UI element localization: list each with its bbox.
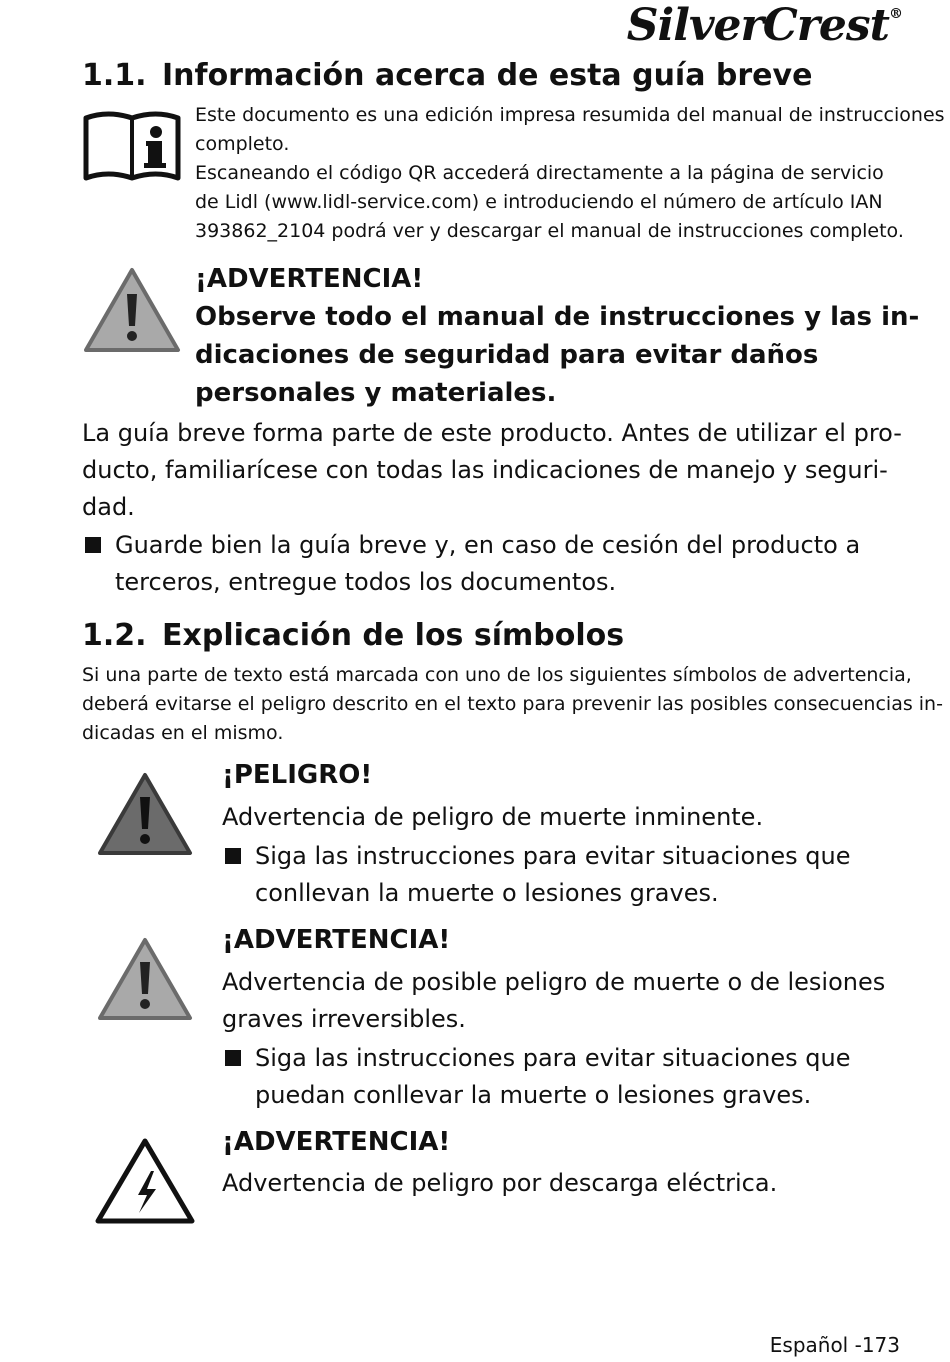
bullet-line: terceros, entregue todos los documentos. bbox=[115, 568, 617, 596]
symbol-desc bbox=[222, 964, 885, 1038]
desc-line: graves irreversibles. bbox=[222, 1005, 466, 1033]
bullet-line: Siga las instrucciones para evitar situaciones que bbox=[255, 842, 851, 870]
bullet-line: conllevan la muerte o lesiones graves. bbox=[255, 879, 719, 907]
info-text-block bbox=[195, 101, 945, 246]
bullet-line: Siga las instrucciones para evitar situaciones que bbox=[255, 1044, 851, 1072]
desc-line: Advertencia de posible peligro de muerte o de lesiones bbox=[222, 968, 886, 996]
warning-line: Observe todo el manual de instrucciones y las in- bbox=[195, 302, 920, 332]
symbol-label: ¡ADVERTENCIA! bbox=[222, 1127, 451, 1157]
symbol-bullet bbox=[255, 838, 850, 912]
symbol-label: ¡PELIGRO! bbox=[222, 760, 373, 790]
warning-block bbox=[195, 260, 919, 412]
warning-line: dicaciones de seguridad para evitar daños bbox=[195, 340, 819, 370]
info-line: Este documento es una edición impresa resumida del manual de instrucciones bbox=[195, 104, 945, 126]
section-number: 1.1. bbox=[82, 58, 147, 93]
info-line: completo. bbox=[195, 133, 290, 155]
symbol-bullet bbox=[255, 1040, 850, 1114]
info-book-icon bbox=[82, 108, 182, 186]
body-line: dad. bbox=[82, 493, 135, 521]
body-line: ducto, familiarícese con todas las indicaciones de manejo y seguri- bbox=[82, 456, 888, 484]
bullet-item bbox=[115, 527, 860, 601]
info-line: 393862_2104 podrá ver y descargar el manual de instrucciones completo. bbox=[195, 220, 904, 242]
page-footer: Español -173 bbox=[769, 1333, 900, 1357]
section-1-1-heading bbox=[82, 58, 812, 93]
registered-mark: ® bbox=[889, 6, 902, 22]
info-line: de Lidl (www.lidl-service.com) e introduciendo el número de artículo IAN bbox=[195, 191, 883, 213]
symbol-desc: Advertencia de peligro de muerte inminente. bbox=[222, 803, 764, 831]
warning-title: ¡ADVERTENCIA! bbox=[195, 264, 424, 294]
warning-triangle-icon bbox=[96, 936, 194, 1022]
electric-shock-warning-icon bbox=[94, 1137, 196, 1225]
intro-line: Si una parte de texto está marcada con uno de los siguientes símbolos de advertencia, bbox=[82, 664, 912, 686]
danger-warning-triangle-icon bbox=[96, 771, 194, 857]
bullet-square bbox=[225, 848, 241, 864]
symbol-desc: Advertencia de peligro por descarga eléctrica. bbox=[222, 1169, 778, 1197]
intro-line: deberá evitarse el peligro descrito en el texto para prevenir las posibles consecuencias in- bbox=[82, 693, 943, 715]
warning-triangle-icon bbox=[82, 266, 182, 354]
bullet-square bbox=[225, 1050, 241, 1066]
section-number: 1.2. bbox=[82, 618, 147, 653]
warning-line: personales y materiales. bbox=[195, 378, 557, 408]
symbols-intro bbox=[82, 661, 943, 748]
section-title: Explicación de los símbolos bbox=[162, 618, 625, 653]
body-line: La guía breve forma parte de este producto. Antes de utilizar el pro- bbox=[82, 419, 902, 447]
section-title: Información acerca de esta guía breve bbox=[162, 58, 813, 93]
info-line: Escaneando el código QR accederá directamente a la página de servicio bbox=[195, 162, 884, 184]
silvercrest-logo bbox=[627, 0, 902, 51]
intro-line: dicadas en el mismo. bbox=[82, 722, 284, 744]
section-1-2-heading bbox=[82, 618, 624, 653]
body-paragraph bbox=[82, 415, 902, 526]
symbol-label: ¡ADVERTENCIA! bbox=[222, 925, 451, 955]
bullet-square bbox=[85, 537, 101, 553]
logo-text: SilverCrest bbox=[626, 0, 889, 51]
bullet-line: puedan conllevar la muerte o lesiones graves. bbox=[255, 1081, 812, 1109]
bullet-line: Guarde bien la guía breve y, en caso de cesión del producto a bbox=[115, 531, 861, 559]
